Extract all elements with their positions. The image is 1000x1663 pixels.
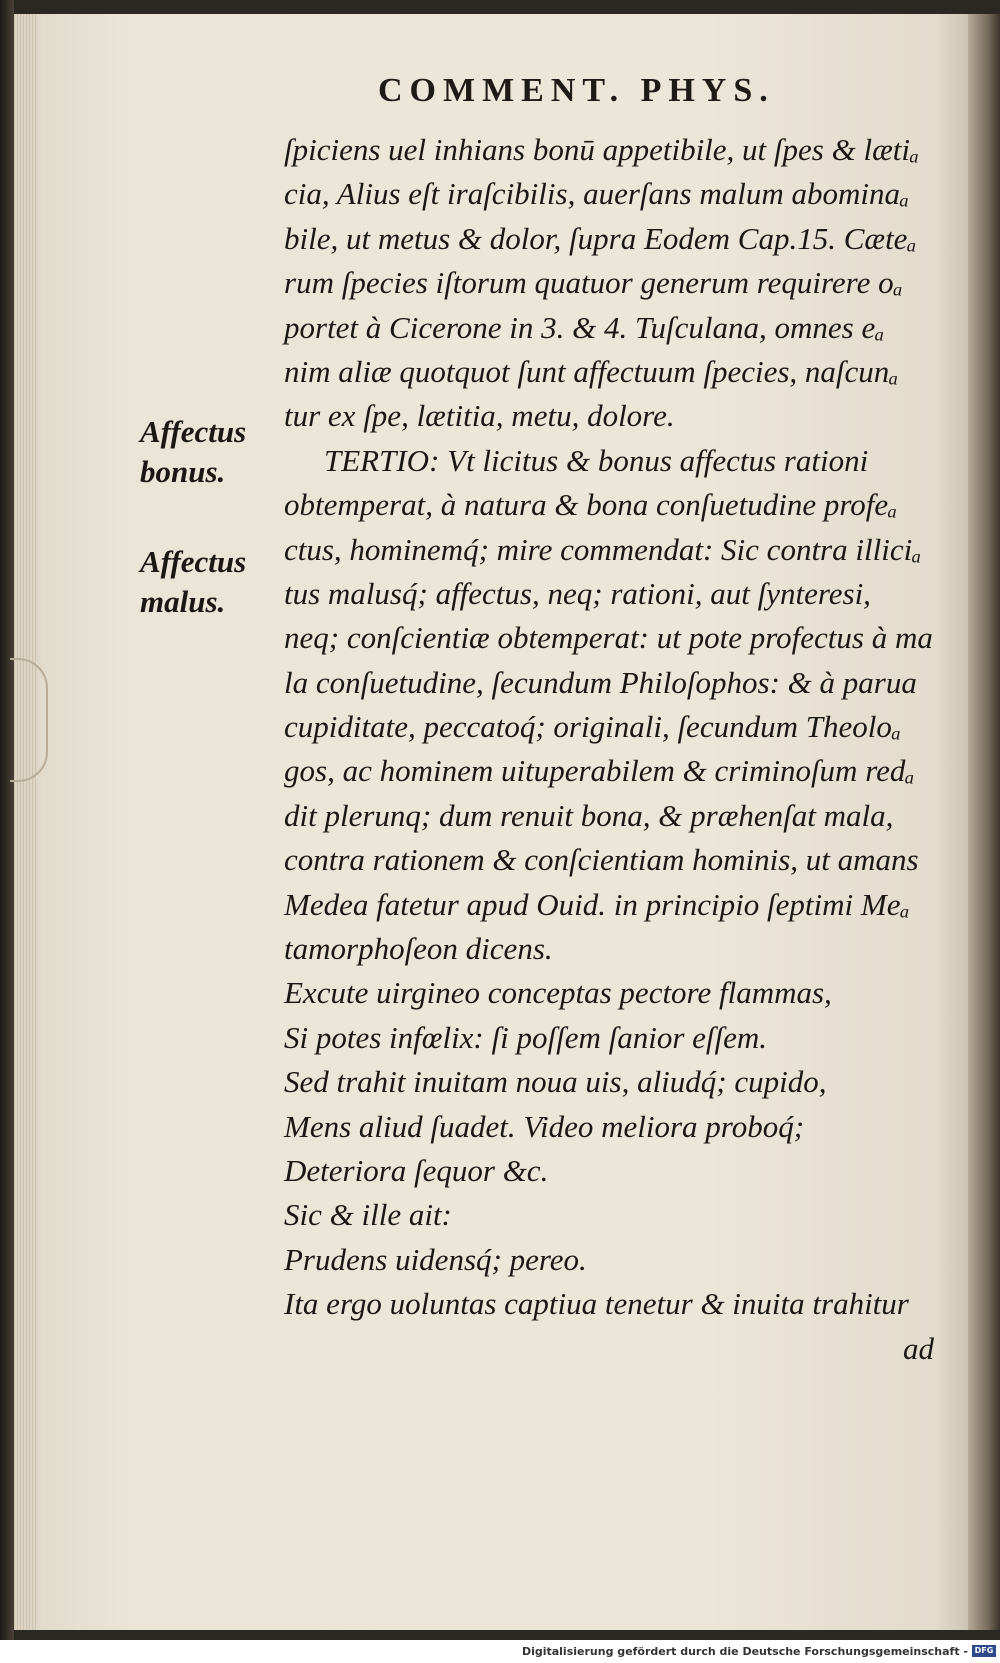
text-line: contra rationem & conſcientiam hominis, ut amans xyxy=(284,842,919,878)
margin-note-line: Affectus xyxy=(140,414,247,449)
text-line: la conſuetudine, ſecundum Philoſophos: & à parua xyxy=(284,664,917,700)
text-line: tur ex ſpe, lætitia, metu, dolore. xyxy=(284,398,675,434)
digitization-footer xyxy=(0,1640,1000,1663)
margin-note-affectus-bonus xyxy=(140,412,265,492)
text-line: Prudens uidensq́; pereo. xyxy=(284,1241,587,1277)
text-line: ctus, hominemq́; mire commendat: Sic contra illiciₐ xyxy=(284,531,922,567)
text-line: gos, ac hominem uituperabilem & criminoſum redₐ xyxy=(284,753,915,789)
text-line: tamorphoſeon dicens. xyxy=(284,931,553,967)
margin-note-line: bonus. xyxy=(140,454,226,489)
text-line: rum ſpecies iſtorum quatuor generum requirere oₐ xyxy=(284,265,903,301)
text-line: dit plerunq; dum renuit bona, & præhenſat mala, xyxy=(284,797,894,833)
margin-note-line: malus. xyxy=(140,584,226,619)
text-line: obtemperat, à natura & bona conſuetudine profeₐ xyxy=(284,487,898,523)
page-stack-edge xyxy=(14,14,36,1630)
body-text xyxy=(284,128,944,1371)
dfg-logo: DFG xyxy=(972,1645,996,1657)
text-line: cupiditate, peccatoq́; originali, ſecundum Theoloₐ xyxy=(284,709,901,745)
text-line: Ita ergo uoluntas captiua tenetur & inuita trahitur xyxy=(284,1286,909,1322)
text-line: cia, Alius eſt iraſcibilis, auerſans malum abominaₐ xyxy=(284,176,910,212)
verse-line: Sed trahit inuitam noua uis, aliudq́; cupido, xyxy=(284,1064,827,1100)
text-line: ſpiciens uel inhians bonū appetibile, ut ſpes & lætiₐ xyxy=(284,132,920,167)
text-line: nim aliæ quotquot ſunt affectuum ſpecies, naſcunₐ xyxy=(284,353,899,389)
verse-line: Deteriora ſequor &c. xyxy=(284,1152,549,1188)
catchword: ad xyxy=(903,1330,934,1366)
margin-note-affectus-malus xyxy=(140,542,265,622)
verse-line: Si potes infœlix: ſi poſſem ſanior eſſem. xyxy=(284,1019,768,1055)
text-line: portet à Cicerone in 3. & 4. Tuſculana, omnes eₐ xyxy=(284,309,885,345)
margin-note-line: Affectus xyxy=(140,544,247,579)
clip-impression xyxy=(10,658,48,782)
text-line: bile, ut metus & dolor, ſupra Eodem Cap.15. Cæteₐ xyxy=(284,220,917,256)
verse-line: Excute uirgineo conceptas pectore flammas, xyxy=(284,975,832,1011)
book-spine-shadow xyxy=(968,14,1000,1630)
verse-line: Mens aliud ſuadet. Video meliora proboq́; xyxy=(284,1108,805,1144)
text-line: Sic & ille ait: xyxy=(284,1197,452,1233)
dfg-credit: Digitalisierung gefördert durch die Deutsche Forschungsgemeinschaft - xyxy=(521,1645,968,1658)
text-line: neq; conſcientiæ obtemperat: ut pote profectus à ma xyxy=(284,620,933,656)
text-line: TERTIO: Vt licitus & bonus affectus rationi xyxy=(324,442,869,478)
text-line: tus malusq́; affectus, neq; rationi, aut ſynteresi, xyxy=(284,575,871,611)
book-cover-edge xyxy=(0,0,14,1640)
text-line: Medea fatetur apud Ouid. in principio ſeptimi Meₐ xyxy=(284,886,910,922)
running-title: COMMENT. PHYS. xyxy=(378,72,775,109)
